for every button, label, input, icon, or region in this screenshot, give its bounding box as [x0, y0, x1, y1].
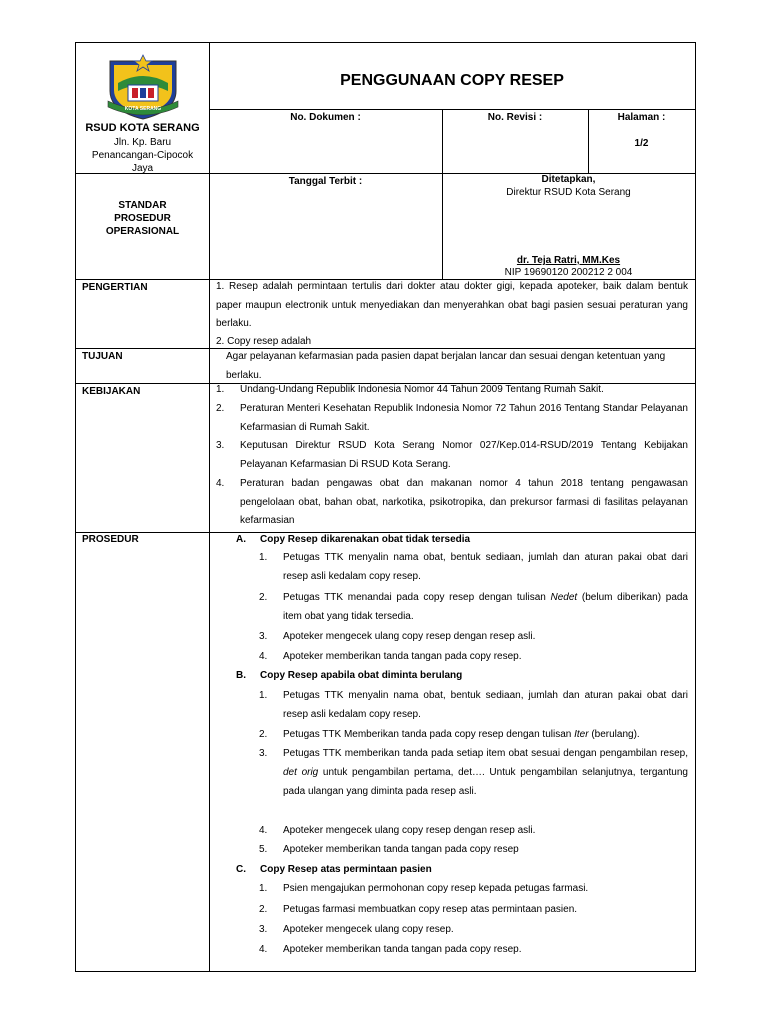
step-number: 4.: [259, 825, 268, 836]
procedure-step: [259, 879, 688, 898]
section-b-letter: B.: [236, 670, 246, 681]
document-title: PENGGUNAAN COPY RESEP: [340, 72, 564, 89]
halaman-value: 1/2: [634, 138, 649, 149]
section-c-letter: C.: [236, 864, 246, 875]
kebijakan-item-text: Keputusan Direktur RSUD Kota Serang Nomor 027/Kep.014-RSUD/2019 Tentang Kebijakan Pelayanan Kefarmasian Di RSUD Kota Serang.: [240, 440, 688, 470]
procedure-step: [259, 840, 688, 859]
kebijakan-item-text: Peraturan badan pengawas obat dan makanan nomor 4 tahun 2018 tentang pengawasan pengelolaan obat, bahan obat, narkotika, psikotropika, dan prekursor farmasi di fasilitas pelayanan kefarmasian: [240, 478, 688, 526]
step-text: Petugas farmasi membuatkan copy resep atas permintaan pasien.: [283, 904, 578, 915]
procedure-step: [259, 588, 688, 626]
step-text: [283, 744, 688, 801]
pengertian-p2: 2. Copy resep adalah: [216, 336, 312, 347]
address-line-2: Penancangan-Cipocok: [91, 150, 194, 161]
halaman-label: Halaman :: [617, 112, 666, 123]
no-dokumen-label: No. Dokumen :: [290, 112, 361, 123]
step-number: 1.: [259, 552, 268, 563]
kebijakan-item-text: Peraturan Menteri Kesehatan Republik Indonesia Nomor 72 Tahun 2016 Tentang Standar Pelayanan Kefarmasian di Rumah Sakit.: [240, 403, 688, 433]
step-number: 2.: [259, 592, 268, 603]
sop-line-1: STANDAR: [118, 200, 167, 211]
signer-name: dr. Teja Ratri, MM.Kes: [516, 255, 621, 266]
step-text-part: Petugas TTK Memberikan tanda pada copy resep dengan tulisan: [283, 729, 575, 740]
kebijakan-item-num: 3.: [216, 440, 225, 451]
kebijakan-item: [216, 437, 688, 474]
step-text: Apoteker mengecek ulang copy resep.: [283, 924, 454, 935]
section-a-title: Copy Resep dikarenakan obat tidak tersedia: [260, 534, 471, 545]
prosedur-label: PROSEDUR: [82, 534, 139, 545]
step-number: 4.: [259, 944, 268, 955]
step-text: Apoteker memberikan tanda tangan pada copy resep: [283, 844, 519, 855]
procedure-step: [259, 900, 688, 919]
tanggal-terbit-label: Tanggal Terbit :: [288, 176, 363, 187]
kebijakan-label: KEBIJAKAN: [82, 386, 141, 397]
step-text: Petugas TTK menyalin nama obat, bentuk sediaan, jumlah dan aturan pakai obat dari resep asli kedalam copy resep.: [283, 690, 688, 720]
step-text: [283, 588, 688, 626]
kebijakan-item-num: 1.: [216, 384, 225, 395]
section-b-heading: [236, 670, 676, 681]
procedure-step: [259, 647, 688, 666]
step-text: Apoteker memberikan tanda tangan pada copy resep.: [283, 651, 522, 662]
section-a-letter: A.: [236, 534, 246, 545]
kebijakan-divider: [76, 532, 695, 533]
logo-text: KOTA SERANG: [124, 106, 162, 112]
signer-nip: NIP 19690120 200212 2 004: [504, 267, 633, 278]
tujuan-label: TUJUAN: [82, 351, 123, 362]
step-text-emphasis: Nedet: [550, 592, 578, 603]
sop-line-3: OPERASIONAL: [105, 226, 180, 237]
procedure-step: [259, 940, 688, 959]
step-text-part: Petugas TTK menandai pada copy resep dengan tulisan: [283, 592, 551, 603]
step-number: 3.: [259, 748, 268, 759]
step-text-part: (belum diberikan) pada item obat yang tidak tersedia.: [283, 592, 688, 622]
step-text-part: Petugas TTK memberikan tanda pada setiap item obat sesuai dengan pengambilan resep,: [283, 748, 688, 759]
section-c-heading: [236, 864, 676, 875]
kebijakan-item-num: 2.: [216, 403, 225, 414]
procedure-step: [259, 920, 688, 939]
kebijakan-item: [216, 400, 688, 437]
step-text: Apoteker memberikan tanda tangan pada copy resep.: [283, 944, 522, 955]
kebijakan-item: [216, 475, 688, 531]
step-text-emphasis: Iter: [574, 729, 589, 740]
pengertian-label: PENGERTIAN: [82, 282, 148, 293]
procedure-step: [259, 686, 688, 724]
ditetapkan-label: Ditetapkan,: [541, 174, 596, 185]
section-c-title: Copy Resep atas permintaan pasien: [260, 864, 432, 875]
hospital-name: RSUD KOTA SERANG: [85, 122, 200, 134]
procedure-step: [259, 821, 688, 840]
address-line-1: Jln. Kp. Baru: [113, 137, 172, 148]
step-text: Petugas TTK menyalin nama obat, bentuk sediaan, jumlah dan aturan pakai obat dari resep asli kedalam copy resep.: [283, 552, 688, 582]
procedure-step: [259, 725, 688, 744]
tujuan-text: Agar pelayanan kefarmasian pada pasien dapat berjalan lancar dan sesuai dengan ketentuan yang berlaku.: [226, 351, 666, 381]
step-number: 5.: [259, 844, 268, 855]
pengertian-p1: 1. Resep adalah permintaan tertulis dari dokter atau dokter gigi, kepada apoteker, baik dalam bentuk paper maupun electronik untuk menyediakan dan menyerahkan obat bagi pasien sesuai peraturan yang berlaku.: [216, 281, 688, 329]
kebijakan-item-num: 4.: [216, 478, 225, 489]
procedure-step: [259, 627, 688, 646]
step-number: 2.: [259, 904, 268, 915]
step-number: 1.: [259, 883, 268, 894]
step-text: Apoteker mengecek ulang copy resep dengan resep asli.: [283, 631, 536, 642]
step-number: 3.: [259, 631, 268, 642]
hospital-logo: [104, 51, 182, 121]
step-text: Apoteker mengecek ulang copy resep dengan resep asli.: [283, 825, 536, 836]
address-line-3: Jaya: [131, 163, 154, 174]
step-number: 2.: [259, 729, 268, 740]
direktur-label: Direktur RSUD Kota Serang: [506, 187, 631, 198]
step-text-part: (berulang).: [588, 729, 640, 740]
procedure-step: [259, 548, 688, 586]
step-number: 3.: [259, 924, 268, 935]
sop-document: [75, 42, 696, 972]
step-text-part: untuk pengambilan pertama, det…. Untuk pengambilan selanjutnya, tergantung pada ulangan yang diminta pada resep asli.: [283, 767, 688, 797]
step-text: Psien mengajukan permohonan copy resep kepada petugas farmasi.: [283, 883, 589, 894]
no-revisi-label: No. Revisi :: [487, 112, 543, 123]
section-a-heading: [236, 534, 676, 545]
kebijakan-item: [216, 381, 688, 400]
step-text-emphasis: det orig: [283, 767, 319, 778]
kebijakan-item-text: Undang-Undang Republik Indonesia Nomor 44 Tahun 2009 Tentang Rumah Sakit.: [240, 384, 604, 395]
section-b-title: Copy Resep apabila obat diminta berulang: [260, 670, 463, 681]
sop-line-2: PROSEDUR: [114, 213, 171, 224]
procedure-step: [259, 744, 688, 801]
step-text: [283, 725, 688, 744]
title-row-divider: [209, 109, 695, 110]
step-number: 1.: [259, 690, 268, 701]
step-number: 4.: [259, 651, 268, 662]
